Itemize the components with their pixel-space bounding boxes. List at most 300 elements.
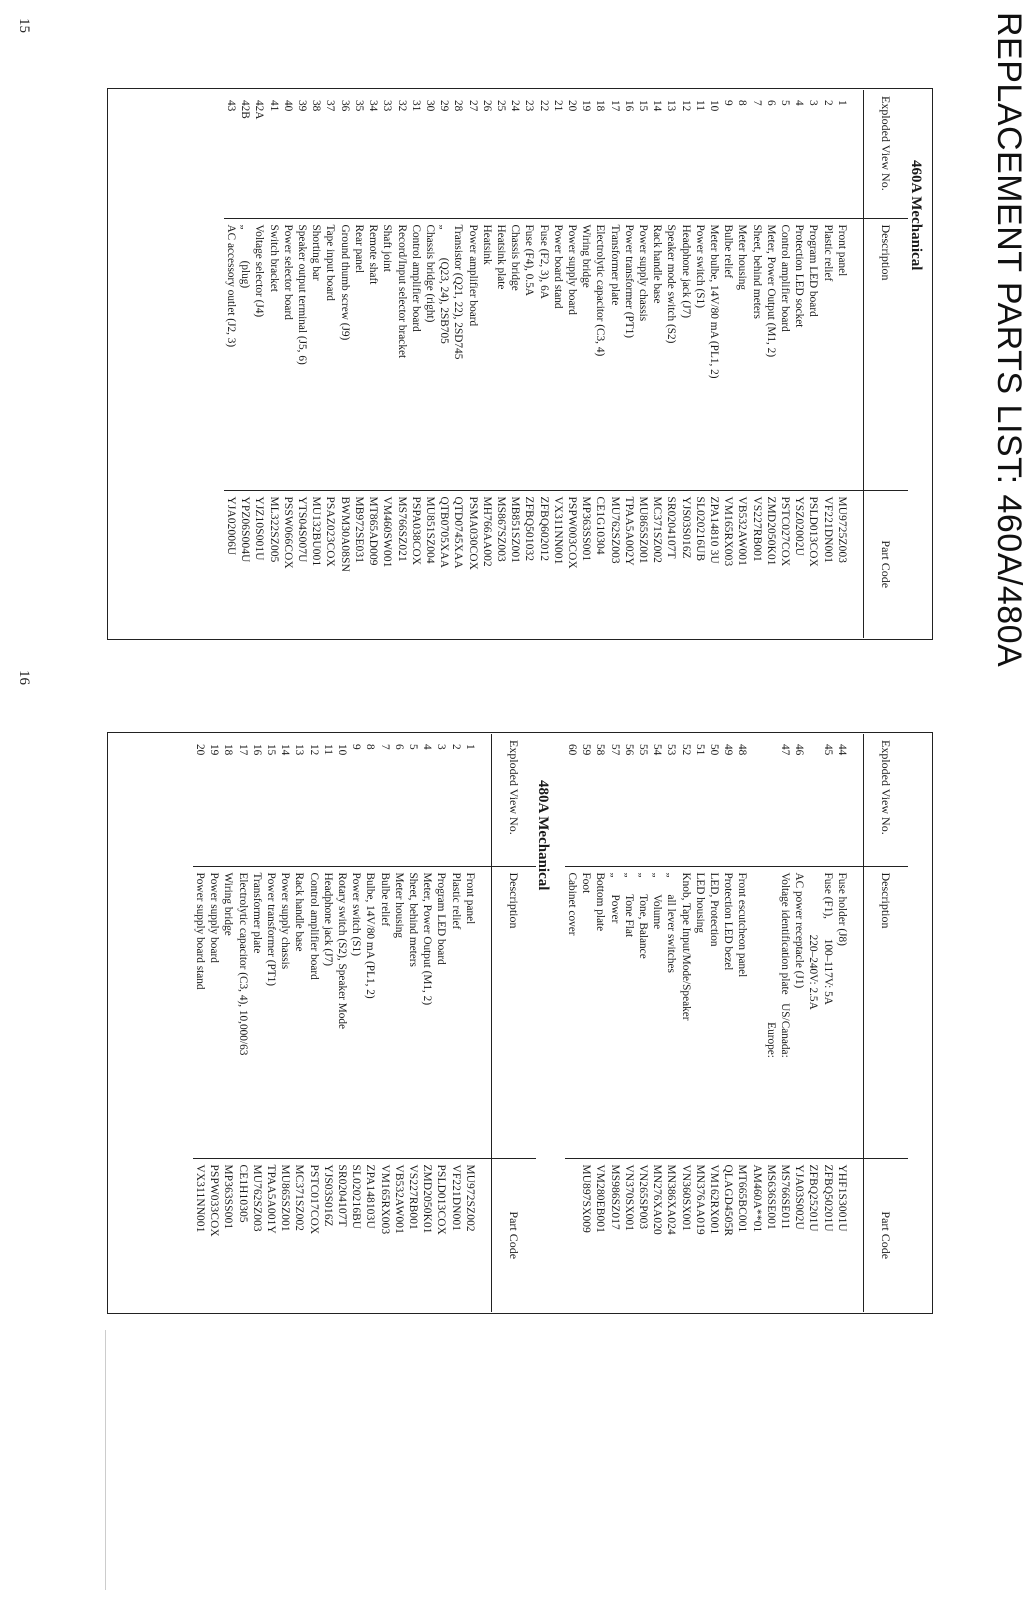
cell-part-code: SR0204107T [664,490,678,638]
cell-part-code: MU851SZ004 [423,490,437,638]
cell-exploded-no: 31 [409,100,422,112]
cell-part-code: SR0204107T [335,1158,349,1312]
cell-description: Power board stand [551,218,565,490]
cell-description: Voltage selector (J4) [252,218,266,490]
cell-description: „ Power [607,866,621,1158]
cell-description: Switch bracket [266,218,280,490]
cell-part-code: ZFBQ25201U [806,1158,820,1312]
cell-part-code: MB851SZ001 [508,490,522,638]
table-row [252,90,266,638]
cell-part-code: YJS03S016Z [678,490,692,638]
table-row [380,90,394,638]
cell-part-code: CE1H10305 [235,1158,249,1312]
table-row [323,90,337,638]
page-title: REPLACEMENT PARTS LIST: 460A/480A [990,12,1028,668]
cell-part-code: MS867SZ003 [494,490,508,638]
cell-exploded-no: 12 [307,744,320,756]
cell-exploded-no: 13 [293,744,306,756]
cell-part-code: MU972SZ002 [463,1158,477,1312]
cell-exploded-no: 22 [537,100,550,112]
cell-description: Meter, Power Output (M1, 2) [420,866,434,1158]
cell-description: Electrolytic capacitor (C3, 4), 10,000/63 [235,866,249,1158]
cell-exploded-no: 46 [793,744,806,756]
cell-description: Power switch (S1) [349,866,363,1158]
cell-part-code: MS636SE001 [764,1158,778,1312]
cell-exploded-no: 41 [267,100,280,112]
cell-part-code: VS227RB001 [406,1158,420,1312]
cell-exploded-no: 50 [707,744,720,756]
parts-table-460a-continued [565,734,908,1312]
cell-exploded-no: 55 [636,744,649,756]
cell-description: Plastic relief [448,866,462,1158]
cell-description: Protection LED socket [792,218,806,490]
cell-part-code: PSPA038COX [409,490,423,638]
table-row [338,90,352,638]
cell-part-code: VM162RX001 [707,1158,721,1312]
cell-part-code: TPAA5A001Y [264,1158,278,1312]
cell-exploded-no: 16 [622,100,635,112]
header-part-code: Part Code [492,1158,537,1312]
table-row [778,734,792,1312]
header-part-code: Part Code [864,1158,909,1312]
table-row [508,90,522,638]
cell-description: LED housing [693,866,707,1158]
cell-part-code: VM280EB001 [593,1158,607,1312]
cell-part-code: YJA02006U [224,490,238,638]
cell-description: „ all lever switches [664,866,678,1158]
scan-line [105,1330,106,1590]
cell-part-code: VX311NN001 [193,1158,207,1312]
cell-part-code: ZPA148103U [363,1158,377,1312]
header-exploded-view-no: Exploded View No. [864,90,909,218]
cell-part-code: MN276XA020 [650,1158,664,1312]
table-row [707,90,721,638]
table-row [636,90,650,638]
cell-exploded-no: 11 [321,744,334,755]
cell-exploded-no: 6 [764,100,777,106]
cell-exploded-no: 52 [679,744,692,756]
cell-description: Speaker mode switch (S2) [664,218,678,490]
cell-part-code: MU132BU001 [309,490,323,638]
cell-description: Transformer plate [607,218,621,490]
cell-part-code: MS766SZ021 [394,490,408,638]
cell-description: Speaker output terminal (J5, 6) [295,218,309,490]
cell-exploded-no: 40 [281,100,294,112]
cell-exploded-no: 7 [750,100,763,106]
cell-description: Bottom plate [593,866,607,1158]
cell-description: Power supply chassis [278,866,292,1158]
cell-part-code: ML322SZ005 [266,490,280,638]
cell-exploded-no: 15 [636,100,649,112]
cell-exploded-no: 56 [622,744,635,756]
cell-description: Meter, Power Output (M1, 2) [764,218,778,490]
cell-exploded-no: 18 [222,744,235,756]
cell-part-code: QTD0745XAA [451,490,465,638]
cell-part-code: MT865AD009 [366,490,380,638]
cell-part-code: SL020216UB [693,490,707,638]
cell-part-code: QTB0705XAA [437,490,451,638]
cell-description: Power supply chassis [636,218,650,490]
cell-description: Front panel [463,866,477,1158]
cell-part-code: ZFBQ50201U [820,1158,834,1312]
header-exploded-view-no: Exploded View No. [492,734,537,866]
cell-part-code: YSZ02002U [792,490,806,638]
table-row [607,90,621,638]
cell-exploded-no: 29 [438,100,451,112]
cell-description: Headphone jack (J7) [678,218,692,490]
cell-exploded-no: 35 [352,100,365,112]
cell-description: Remote shaft [366,218,380,490]
cell-exploded-no: 10 [707,100,720,112]
table-row [678,734,692,1312]
table-row [363,734,377,1312]
cell-description: Front escutcheon panel [735,866,749,1158]
table-row [250,734,264,1312]
cell-part-code: ZMD2050K01 [420,1158,434,1312]
cell-exploded-no: 37 [324,100,337,112]
cell-part-code: PSAZ023COX [323,490,337,638]
cell-exploded-no: 49 [722,744,735,756]
table-row [693,90,707,638]
table-row [820,734,834,1312]
cell-description: Fuse (F4), 0.5A [522,218,536,490]
cell-description: Headphone jack (J7) [321,866,335,1158]
cell-part-code: TPAA5A002Y [622,490,636,638]
table-row [778,90,792,638]
table-row [366,90,380,638]
cell-exploded-no: 15 [264,744,277,756]
cell-exploded-no: 10 [335,744,348,756]
cell-description: Foot [579,866,593,1158]
cell-part-code: VN265SP003 [636,1158,650,1312]
table-row [377,734,391,1312]
table-row [309,90,323,638]
cell-part-code: AM460A**01 [749,1158,763,1312]
cell-exploded-no: 26 [480,100,493,112]
cell-description: AC power receptacle (J1) [792,866,806,1158]
cell-exploded-no: 47 [779,744,791,756]
cell-exploded-no: 53 [665,744,678,756]
table-row [792,90,806,638]
cell-description: Control amplifier board [409,218,423,490]
cell-exploded-no: 5 [407,744,419,750]
cell-part-code: MU9725Z003 [835,490,849,638]
table-row [409,90,423,638]
cell-part-code: PSSW066COX [281,490,295,638]
cell-exploded-no: 42A [253,100,266,120]
cell-description: Bulbe relief [721,218,735,490]
cell-exploded-no: 1 [835,100,848,106]
cell-part-code: VF221DN001 [820,490,834,638]
table-row [335,734,349,1312]
table-row [693,734,707,1312]
cell-exploded-no: 19 [208,744,221,756]
table-row [221,734,235,1312]
cell-description: Meter housing [392,866,406,1158]
table-row [721,734,735,1312]
table-row [622,734,636,1312]
cell-description: Wiring bridge [221,866,235,1158]
table-row [238,90,252,638]
cell-description: „ (plug) [238,218,252,490]
table-row [806,734,820,1312]
table-row [835,734,849,1312]
table-row [764,734,778,1312]
table-row [437,90,451,638]
cell-description: Power amplifier board [465,218,479,490]
cell-description: „ (Q23, 24), 2SB705 [437,218,451,490]
cell-exploded-no: 38 [310,100,323,112]
cell-exploded-no: 12 [679,100,692,112]
cell-part-code: BWM30A08SN [338,490,352,638]
cell-part-code: VB532AW001 [392,1158,406,1312]
cell-part-code: VM165RX003 [721,490,735,638]
cell-part-code: YPZ06S004U [238,490,252,638]
cell-part-code: YTS04S007U [295,490,309,638]
cell-exploded-no: 30 [423,100,436,112]
cell-exploded-no: 25 [494,100,507,112]
cell-exploded-no: 14 [651,100,664,112]
cell-description: Heatsink plate [494,218,508,490]
table-row [707,734,721,1312]
cell-description: Knob, Tape Input/Mode/Speaker [678,866,692,1158]
table-row [235,734,249,1312]
cell-exploded-no: 8 [364,744,377,750]
cell-exploded-no: 27 [466,100,479,112]
table-row [292,734,306,1312]
cell-part-code: VX311NN001 [551,490,565,638]
cell-exploded-no: 19 [580,100,593,112]
cell-exploded-no: 43 [225,100,238,112]
cell-exploded-no: 11 [693,100,706,111]
cell-exploded-no: 54 [651,744,664,756]
table-row [406,734,420,1312]
cell-description: Rack handle base [650,218,664,490]
table-row [664,734,678,1312]
table-row [749,90,763,638]
cell-exploded-no: 20 [193,744,206,756]
cell-exploded-no: 57 [608,744,621,756]
table-row [266,90,280,638]
table-row [306,734,320,1312]
cell-description: Sheet, behind meters [749,218,763,490]
table-spacer-row [477,734,492,1312]
cell-description: Transformer plate [250,866,264,1158]
cell-part-code: VM460SW001 [380,490,394,638]
cell-exploded-no: 33 [381,100,394,112]
cell-description: Shaft joint [380,218,394,490]
cell-part-code: MC371SZ002 [292,1158,306,1312]
cell-part-code: MU897SX009 [579,1158,593,1312]
table-row [448,734,462,1312]
cell-exploded-no: 4 [793,100,806,106]
page-number-16: 16 [16,670,32,685]
table-row [806,90,820,638]
cell-exploded-no: 9 [350,744,363,750]
cell-exploded-no: 44 [835,744,848,756]
cell-description: Ground thumb screw (J9) [338,218,352,490]
table-row [593,734,607,1312]
cell-description: Power supply board [207,866,221,1158]
cell-exploded-no: 20 [565,100,578,112]
cell-exploded-no: 58 [594,744,607,756]
table-row [465,90,479,638]
cell-description: LED, Protection [707,866,721,1158]
cell-description: Sheet, behind meters [406,866,420,1158]
cell-description: „ Tone, Balance [636,866,650,1158]
cell-exploded-no: 32 [395,100,408,112]
cell-part-code: PSLD013COX [806,490,820,638]
table-row [264,734,278,1312]
cell-part-code: PSTC027COX [778,490,792,638]
cell-exploded-no: 36 [338,100,351,112]
table-row [835,90,849,638]
table-row [423,90,437,638]
header-part-code: Part Code [864,490,909,638]
cell-part-code: MP363SS001 [579,490,593,638]
cell-description: Front panel [835,218,849,490]
cell-exploded-no: 9 [722,100,735,106]
cell-description: Fuse (F2, 3), 6A [536,218,550,490]
cell-exploded-no: 1 [463,744,476,750]
cell-description: Wiring bridge [579,218,593,490]
cell-part-code: MS986SZ017 [607,1158,621,1312]
cell-exploded-no: 59 [580,744,593,756]
cell-exploded-no: 24 [509,100,522,112]
cell-description: Power switch (S1) [693,218,707,490]
cell-description: Voltage identification plate US/Canada: [778,866,792,1158]
cell-description: Heatsink [480,218,494,490]
cell-part-code: YJS03S016Z [321,1158,335,1312]
table-row [792,734,806,1312]
table-row [494,90,508,638]
table-row [607,734,621,1312]
cell-description: 220–240V: 2.5A [806,866,820,1158]
cell-part-code: VM165RX003 [377,1158,391,1312]
cell-exploded-no: 60 [565,744,578,756]
table-row [392,734,406,1312]
cell-part-code: MB972SE031 [352,490,366,638]
table-row [735,734,749,1312]
table-row [349,734,363,1312]
table-row [352,90,366,638]
cell-part-code [565,1158,579,1312]
cell-exploded-no: 7 [378,744,391,750]
table-row [650,734,664,1312]
cell-part-code: ZPA14810 3U [707,490,721,638]
cell-description: Shorting bar [309,218,323,490]
cell-part-code: QLAGD4505R [721,1158,735,1312]
cell-part-code: YJA03S002U [792,1158,806,1312]
cell-exploded-no: 18 [594,100,607,112]
cell-description: „ Volume [650,866,664,1158]
table-row [463,734,477,1312]
cell-description: Program LED board [806,218,820,490]
cell-exploded-no: 8 [736,100,749,106]
cell-exploded-no: 21 [551,100,564,112]
cell-part-code: PSMA030COX [465,490,479,638]
cell-description: „ Tone Flat [622,866,636,1158]
cell-exploded-no [764,734,778,866]
cell-description: Power selector board [281,218,295,490]
table-row [278,734,292,1312]
cell-part-code: MU762SZ003 [607,490,621,638]
cell-exploded-no: 3 [807,100,820,106]
cell-part-code: CE1G10304 [593,490,607,638]
cell-description: Power supply board stand [193,866,207,1158]
cell-description: Europe: [764,866,778,1158]
cell-description: Control amplifier board [306,866,320,1158]
cell-part-code: PSPW003COX [565,490,579,638]
table-row [721,90,735,638]
table-row [636,734,650,1312]
cell-exploded-no: 4 [421,744,434,750]
cell-description: Control amplifier board [778,218,792,490]
cell-exploded-no: 6 [392,744,405,750]
cell-exploded-no: 45 [821,744,834,756]
cell-description [749,866,763,1158]
cell-part-code: ZMD2050K01 [764,490,778,638]
table-row [678,90,692,638]
table-row [579,734,593,1312]
cell-exploded-no: 42B [239,100,252,119]
cell-part-code: ZFBQ501032 [522,490,536,638]
table-row [295,90,309,638]
table-row [321,734,335,1312]
cell-description: Bulbe, 14V/80 mA (PL1, 2) [363,866,377,1158]
table-row [536,90,550,638]
table-row [565,734,579,1312]
cell-description: Power transformer (PT1) [622,218,636,490]
cell-description: Meter housing [735,218,749,490]
table-row [650,90,664,638]
table-row [207,734,221,1312]
cell-description: Bulbe relief [377,866,391,1158]
cell-description: Power transformer (PT1) [264,866,278,1158]
cell-description: Program LED board [434,866,448,1158]
cell-description: Cabinet cover [565,866,579,1158]
table-row [193,734,207,1312]
cell-part-code: PSPW033COX [207,1158,221,1312]
cell-description: Chassis bridge (right) [423,218,437,490]
cell-part-code: VF221DN001 [448,1158,462,1312]
cell-exploded-no: 48 [736,744,749,756]
cell-part-code: ZFBQ602012 [536,490,550,638]
cell-exploded-no: 2 [449,744,462,750]
cell-description: Power supply board [565,218,579,490]
cell-description: Fuse holder (J8) [835,866,849,1158]
cell-part-code: MN386XA024 [664,1158,678,1312]
table-row [551,90,565,638]
cell-exploded-no: 17 [608,100,621,112]
section-title-460a: 460A Mechanical [908,160,924,271]
cell-part-code: YJZ10S001U [252,490,266,638]
table-row [820,90,834,638]
cell-exploded-no: 16 [250,744,263,756]
cell-part-code: MU762SZ003 [250,1158,264,1312]
table-row [434,734,448,1312]
cell-exploded-no: 17 [236,744,249,756]
cell-description: Rack handle base [292,866,306,1158]
cell-part-code: SL020216BU [349,1158,363,1312]
cell-description: Rotary switch (S2), Speaker Mode [335,866,349,1158]
table-row [593,90,607,638]
section-title-480a: 480A Mechanical [535,780,551,891]
cell-exploded-no: 3 [435,744,448,750]
cell-description: AC accessory outlet (J2, 3) [224,218,238,490]
header-description: Description [492,866,537,1158]
table-row [522,90,536,638]
